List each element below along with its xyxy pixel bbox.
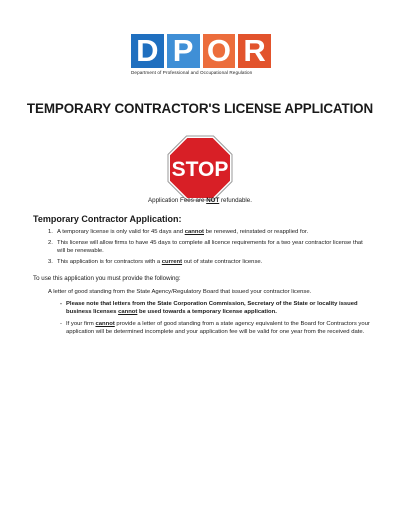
item-number: 2. <box>48 240 53 246</box>
note-item <box>60 300 372 316</box>
note-bullet: - <box>60 321 62 327</box>
logo-letter-p: P <box>167 34 200 68</box>
notes-list <box>60 300 372 340</box>
logo-letter-d: D <box>131 34 164 68</box>
note-text: Please note that letters from the State Corporation Commission, Secretary of the State or locality issued business licenses cannot be used towards a temporary license application. <box>66 301 358 315</box>
requirement-item <box>48 239 368 255</box>
note-item <box>60 320 372 336</box>
requirement-item <box>48 258 368 266</box>
fees-text-end: refundable. <box>219 197 252 204</box>
logo-caption: Department of Professional and Occupational Regulation <box>131 70 253 75</box>
note-emphasis: cannot <box>95 321 115 327</box>
stop-sign-icon <box>167 135 233 201</box>
dpor-logo <box>131 34 271 80</box>
item-emphasis: cannot <box>184 229 205 235</box>
requirements-list <box>48 228 368 269</box>
item-number: 3. <box>48 259 53 265</box>
fees-notice <box>0 197 400 204</box>
note-emphasis: cannot <box>118 309 138 315</box>
fees-text-start: Application Fees are <box>148 197 207 204</box>
item-text: A temporary license is only valid for 45 days and cannot be renewed, reinstated or reapplied for. <box>57 229 309 235</box>
logo-letter-r: R <box>238 34 271 68</box>
item-emphasis: current <box>161 259 183 265</box>
note-text: If your firm cannot provide a letter of good standing from a state agency equivalent to the Board for Contractors your application will be determined incomplete and your application fee will be valid for one year from the received date. <box>66 321 370 335</box>
item-number: 1. <box>48 229 53 235</box>
good-standing-requirement: A letter of good standing from the State Agency/Regulatory Board that issued your contractor license. <box>48 289 312 295</box>
stop-sign-text: STOP <box>171 158 229 181</box>
item-text: This license will allow firms to have 45 days to complete all licence requirements for a two year contractor license that will be renewable. <box>57 240 363 254</box>
provide-intro: To use this application you must provide the following: <box>33 275 181 282</box>
logo-letters <box>131 34 271 68</box>
item-text: This application is for contractors with a current out of state contractor license. <box>57 259 263 265</box>
requirement-item <box>48 228 368 236</box>
page-title: TEMPORARY CONTRACTOR'S LICENSE APPLICATION <box>26 101 374 116</box>
fees-emphasis: NOT <box>206 197 220 204</box>
logo-letter-o: O <box>203 34 236 68</box>
note-bullet: - <box>60 301 62 307</box>
section-heading: Temporary Contractor Application: <box>33 214 182 224</box>
